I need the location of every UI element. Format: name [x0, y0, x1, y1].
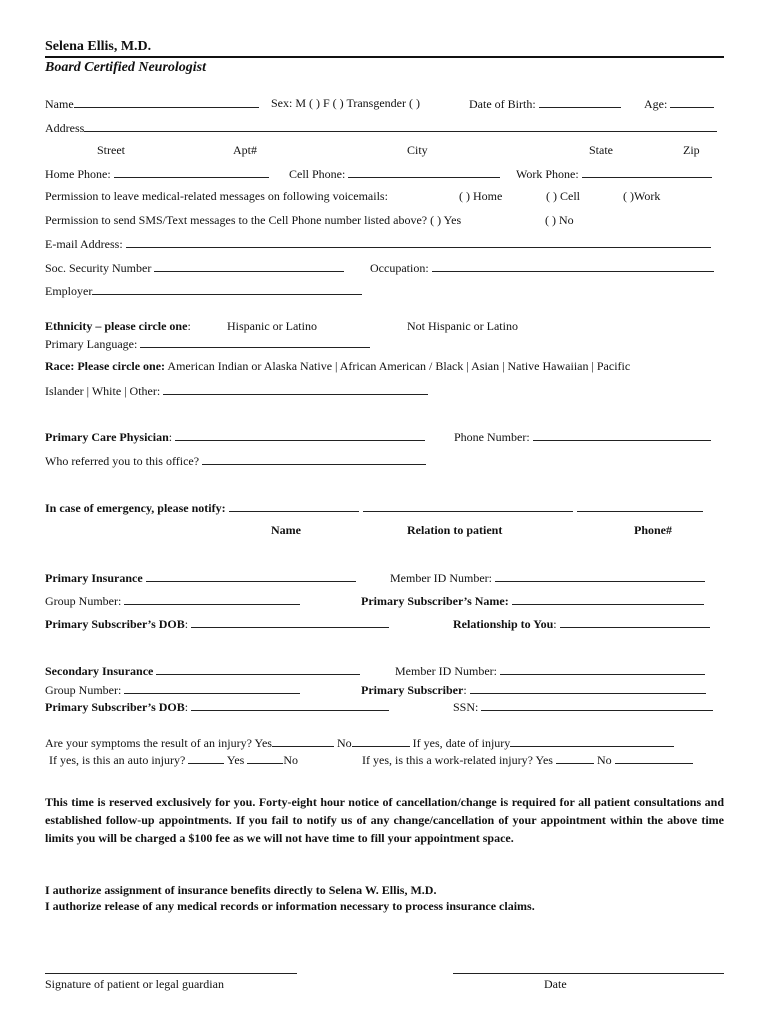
emergency-phone-caption: Phone#: [634, 523, 673, 537]
language-row: [45, 336, 370, 351]
injury-no-label: No: [336, 736, 352, 750]
primary-insurance-field[interactable]: [146, 570, 356, 582]
auto-injury-question: If yes, is this an auto injury?: [49, 753, 186, 767]
email-row: [45, 236, 711, 251]
date-caption: Date: [544, 977, 567, 991]
emergency-row: [45, 500, 703, 515]
cell-phone-row: [289, 166, 500, 181]
age-label: Age:: [644, 97, 668, 111]
work-injury-question: If yes, is this a work-related injury? Yes: [362, 753, 553, 767]
referred-field[interactable]: [202, 453, 426, 465]
name-label: Name: [45, 97, 74, 111]
primary-subscriber-dob-row: [45, 616, 389, 631]
primary-member-id-field[interactable]: [495, 570, 705, 582]
sms-permission-yes[interactable]: Permission to send SMS/Text messages to the Cell Phone number listed above? ( ) Yes: [45, 213, 462, 227]
secondary-subscriber-colon: :: [463, 683, 467, 697]
state-caption: State: [589, 143, 613, 157]
secondary-ssn-field[interactable]: [481, 699, 713, 711]
pcp-field[interactable]: [175, 429, 425, 441]
dob-row: [469, 96, 621, 111]
relationship-label: Relationship to You: [453, 617, 554, 631]
address-field[interactable]: [84, 120, 717, 132]
race-row: [45, 359, 630, 373]
primary-subscriber-dob-field[interactable]: [191, 616, 389, 628]
signature-caption: Signature of patient or legal guardian: [45, 977, 224, 991]
referred-label: Who referred you to this office?: [45, 454, 200, 468]
occupation-label: Occupation:: [370, 261, 429, 275]
ssn-row: [45, 260, 344, 275]
employer-label: Employer: [45, 284, 93, 298]
race-options[interactable]: American Indian or Alaska Native | African American / Black | Asian | Native Hawaiian | Pacific: [167, 359, 631, 373]
race-row-2: [45, 383, 428, 398]
auto-injury-no-label: No: [283, 753, 299, 767]
sex-options[interactable]: Sex: M ( ) F ( ) Transgender ( ): [271, 96, 420, 110]
work-phone-row: [516, 166, 712, 181]
city-caption: City: [407, 143, 428, 157]
dob-field[interactable]: [539, 96, 621, 108]
date-line[interactable]: [453, 973, 724, 974]
secondary-subscriber-dob-field[interactable]: [191, 699, 389, 711]
address-label: Address: [45, 121, 85, 135]
work-phone-field[interactable]: [582, 166, 712, 178]
language-label: Primary Language:: [45, 337, 138, 351]
auto-injury-no-field[interactable]: [247, 752, 283, 764]
zip-caption: Zip: [683, 143, 700, 157]
secondary-subscriber-dob-label: Primary Subscriber’s DOB: [45, 700, 185, 714]
occupation-field[interactable]: [432, 260, 714, 272]
ethnicity-colon: :: [187, 319, 191, 333]
voicemail-work-option[interactable]: ( )Work: [623, 189, 661, 203]
name-field[interactable]: [74, 96, 259, 108]
emergency-phone-field[interactable]: [577, 500, 703, 512]
work-phone-label: Work Phone:: [516, 167, 579, 181]
dob-label: Date of Birth:: [469, 97, 536, 111]
cancellation-policy: This time is reserved exclusively for you. Forty-eight hour notice of cancellation/change is required for all patient consultations and established follow-up appointments. If you fail to notify us of any change/cancellation of your appointment within the above time limits you will be charged a $100 fee as we will not have time to fill your appointment space.: [45, 795, 724, 845]
voicemail-cell-option[interactable]: ( ) Cell: [546, 189, 580, 203]
auto-injury-yes-field[interactable]: [188, 752, 224, 764]
referred-row: [45, 453, 426, 468]
emergency-name-field[interactable]: [229, 500, 359, 512]
secondary-subscriber-field[interactable]: [470, 682, 706, 694]
secondary-ssn-row: [453, 699, 713, 714]
age-field[interactable]: [670, 96, 714, 108]
home-phone-field[interactable]: [114, 166, 269, 178]
header-rule: [45, 56, 724, 58]
secondary-group-field[interactable]: [124, 682, 300, 694]
secondary-member-id-row: [395, 663, 705, 678]
primary-subscriber-name-label: Primary Subscriber’s Name:: [361, 594, 509, 608]
secondary-insurance-row: [45, 663, 360, 678]
ssn-label: Soc. Security Number: [45, 261, 152, 275]
voicemail-label: Permission to leave medical-related messages on following voicemails:: [45, 189, 388, 203]
doctor-name: Selena Ellis, M.D.: [45, 39, 152, 54]
emergency-label: In case of emergency, please notify:: [45, 501, 226, 515]
race-label: Race: Please circle one:: [45, 359, 166, 373]
secondary-group-label: Group Number:: [45, 683, 122, 697]
injury-row: [45, 735, 674, 750]
age-row: [644, 96, 714, 111]
emergency-relation-field[interactable]: [363, 500, 573, 512]
primary-subscriber-dob-label: Primary Subscriber’s DOB: [45, 617, 185, 631]
relationship-field[interactable]: [560, 616, 710, 628]
pcp-colon: :: [168, 430, 173, 444]
primary-subscriber-name-row: [361, 593, 704, 608]
email-label: E-mail Address:: [45, 237, 123, 251]
pcp-row: [45, 429, 425, 444]
ethnicity-option-hispanic[interactable]: Hispanic or Latino: [227, 319, 317, 333]
secondary-member-id-label: Member ID Number:: [395, 664, 497, 678]
injury-yes-field[interactable]: [272, 735, 334, 747]
doctor-subtitle: Board Certified Neurologist: [45, 60, 207, 75]
emergency-relation-caption: Relation to patient: [407, 523, 503, 537]
occupation-row: [370, 260, 714, 275]
injury-no-field[interactable]: [352, 735, 410, 747]
employer-field[interactable]: [92, 283, 362, 295]
injury-question: Are your symptoms the result of an injury? Yes: [45, 736, 272, 750]
primary-insurance-label: Primary Insurance: [45, 571, 143, 585]
primary-member-id-row: [390, 570, 705, 585]
secondary-subscriber-label: Primary Subscriber: [361, 683, 464, 697]
secondary-subscriber-dob-row: [45, 699, 389, 714]
secondary-subscriber-row: [361, 682, 706, 697]
authorize-records: I authorize release of any medical records or information necessary to process insurance claims.: [45, 899, 535, 913]
email-field[interactable]: [126, 236, 711, 248]
ssn-field[interactable]: [154, 260, 344, 272]
voicemail-home-option[interactable]: ( ) Home: [459, 189, 503, 203]
race-options-continued[interactable]: Islander | White | Other:: [45, 384, 161, 398]
secondary-subscriber-dob-colon: :: [184, 700, 189, 714]
home-phone-label: Home Phone:: [45, 167, 111, 181]
work-injury-yes-field[interactable]: [556, 752, 594, 764]
authorize-benefits: I authorize assignment of insurance benefits directly to Selena W. Ellis, M.D.: [45, 883, 437, 897]
primary-group-label: Group Number:: [45, 594, 122, 608]
street-caption: Street: [97, 143, 125, 157]
pcp-phone-label: Phone Number:: [454, 430, 530, 444]
relationship-row: [453, 616, 710, 631]
secondary-group-row: [45, 682, 300, 697]
work-injury-no-label: No: [596, 753, 612, 767]
primary-insurance-row: [45, 570, 356, 585]
secondary-member-id-field[interactable]: [500, 663, 705, 675]
relationship-colon: :: [553, 617, 557, 631]
injury-date-field[interactable]: [510, 735, 674, 747]
race-other-field[interactable]: [163, 383, 428, 395]
language-field[interactable]: [140, 336, 370, 348]
primary-group-field[interactable]: [124, 593, 300, 605]
pcp-label: Primary Care Physician: [45, 430, 169, 444]
signature-line[interactable]: [45, 973, 297, 974]
auto-injury-row: [49, 752, 298, 767]
primary-subscriber-dob-colon: :: [184, 617, 189, 631]
work-injury-no-field[interactable]: [615, 752, 693, 764]
employer-row: [45, 283, 362, 298]
ethnicity-row: [45, 319, 191, 333]
address-row: [45, 120, 717, 135]
pcp-phone-row: [454, 429, 711, 444]
sms-permission-no[interactable]: ( ) No: [545, 213, 574, 227]
primary-subscriber-name-field[interactable]: [512, 593, 704, 605]
ethnicity-label: Ethnicity – please circle one: [45, 319, 188, 333]
primary-member-id-label: Member ID Number:: [390, 571, 492, 585]
apt-caption: Apt#: [233, 143, 257, 157]
pcp-phone-field[interactable]: [533, 429, 711, 441]
cell-phone-field[interactable]: [348, 166, 500, 178]
home-phone-row: [45, 166, 269, 181]
primary-group-row: [45, 593, 300, 608]
emergency-name-caption: Name: [271, 523, 301, 537]
secondary-ssn-label: SSN:: [453, 700, 479, 714]
secondary-insurance-field[interactable]: [156, 663, 360, 675]
auto-injury-yes-label: Yes: [226, 753, 245, 767]
work-injury-row: [362, 752, 693, 767]
ethnicity-option-not-hispanic[interactable]: Not Hispanic or Latino: [407, 319, 518, 333]
injury-date-label: If yes, date of injury: [412, 736, 511, 750]
name-row: [45, 96, 259, 111]
cell-phone-label: Cell Phone:: [289, 167, 346, 181]
secondary-insurance-label: Secondary Insurance: [45, 664, 154, 678]
